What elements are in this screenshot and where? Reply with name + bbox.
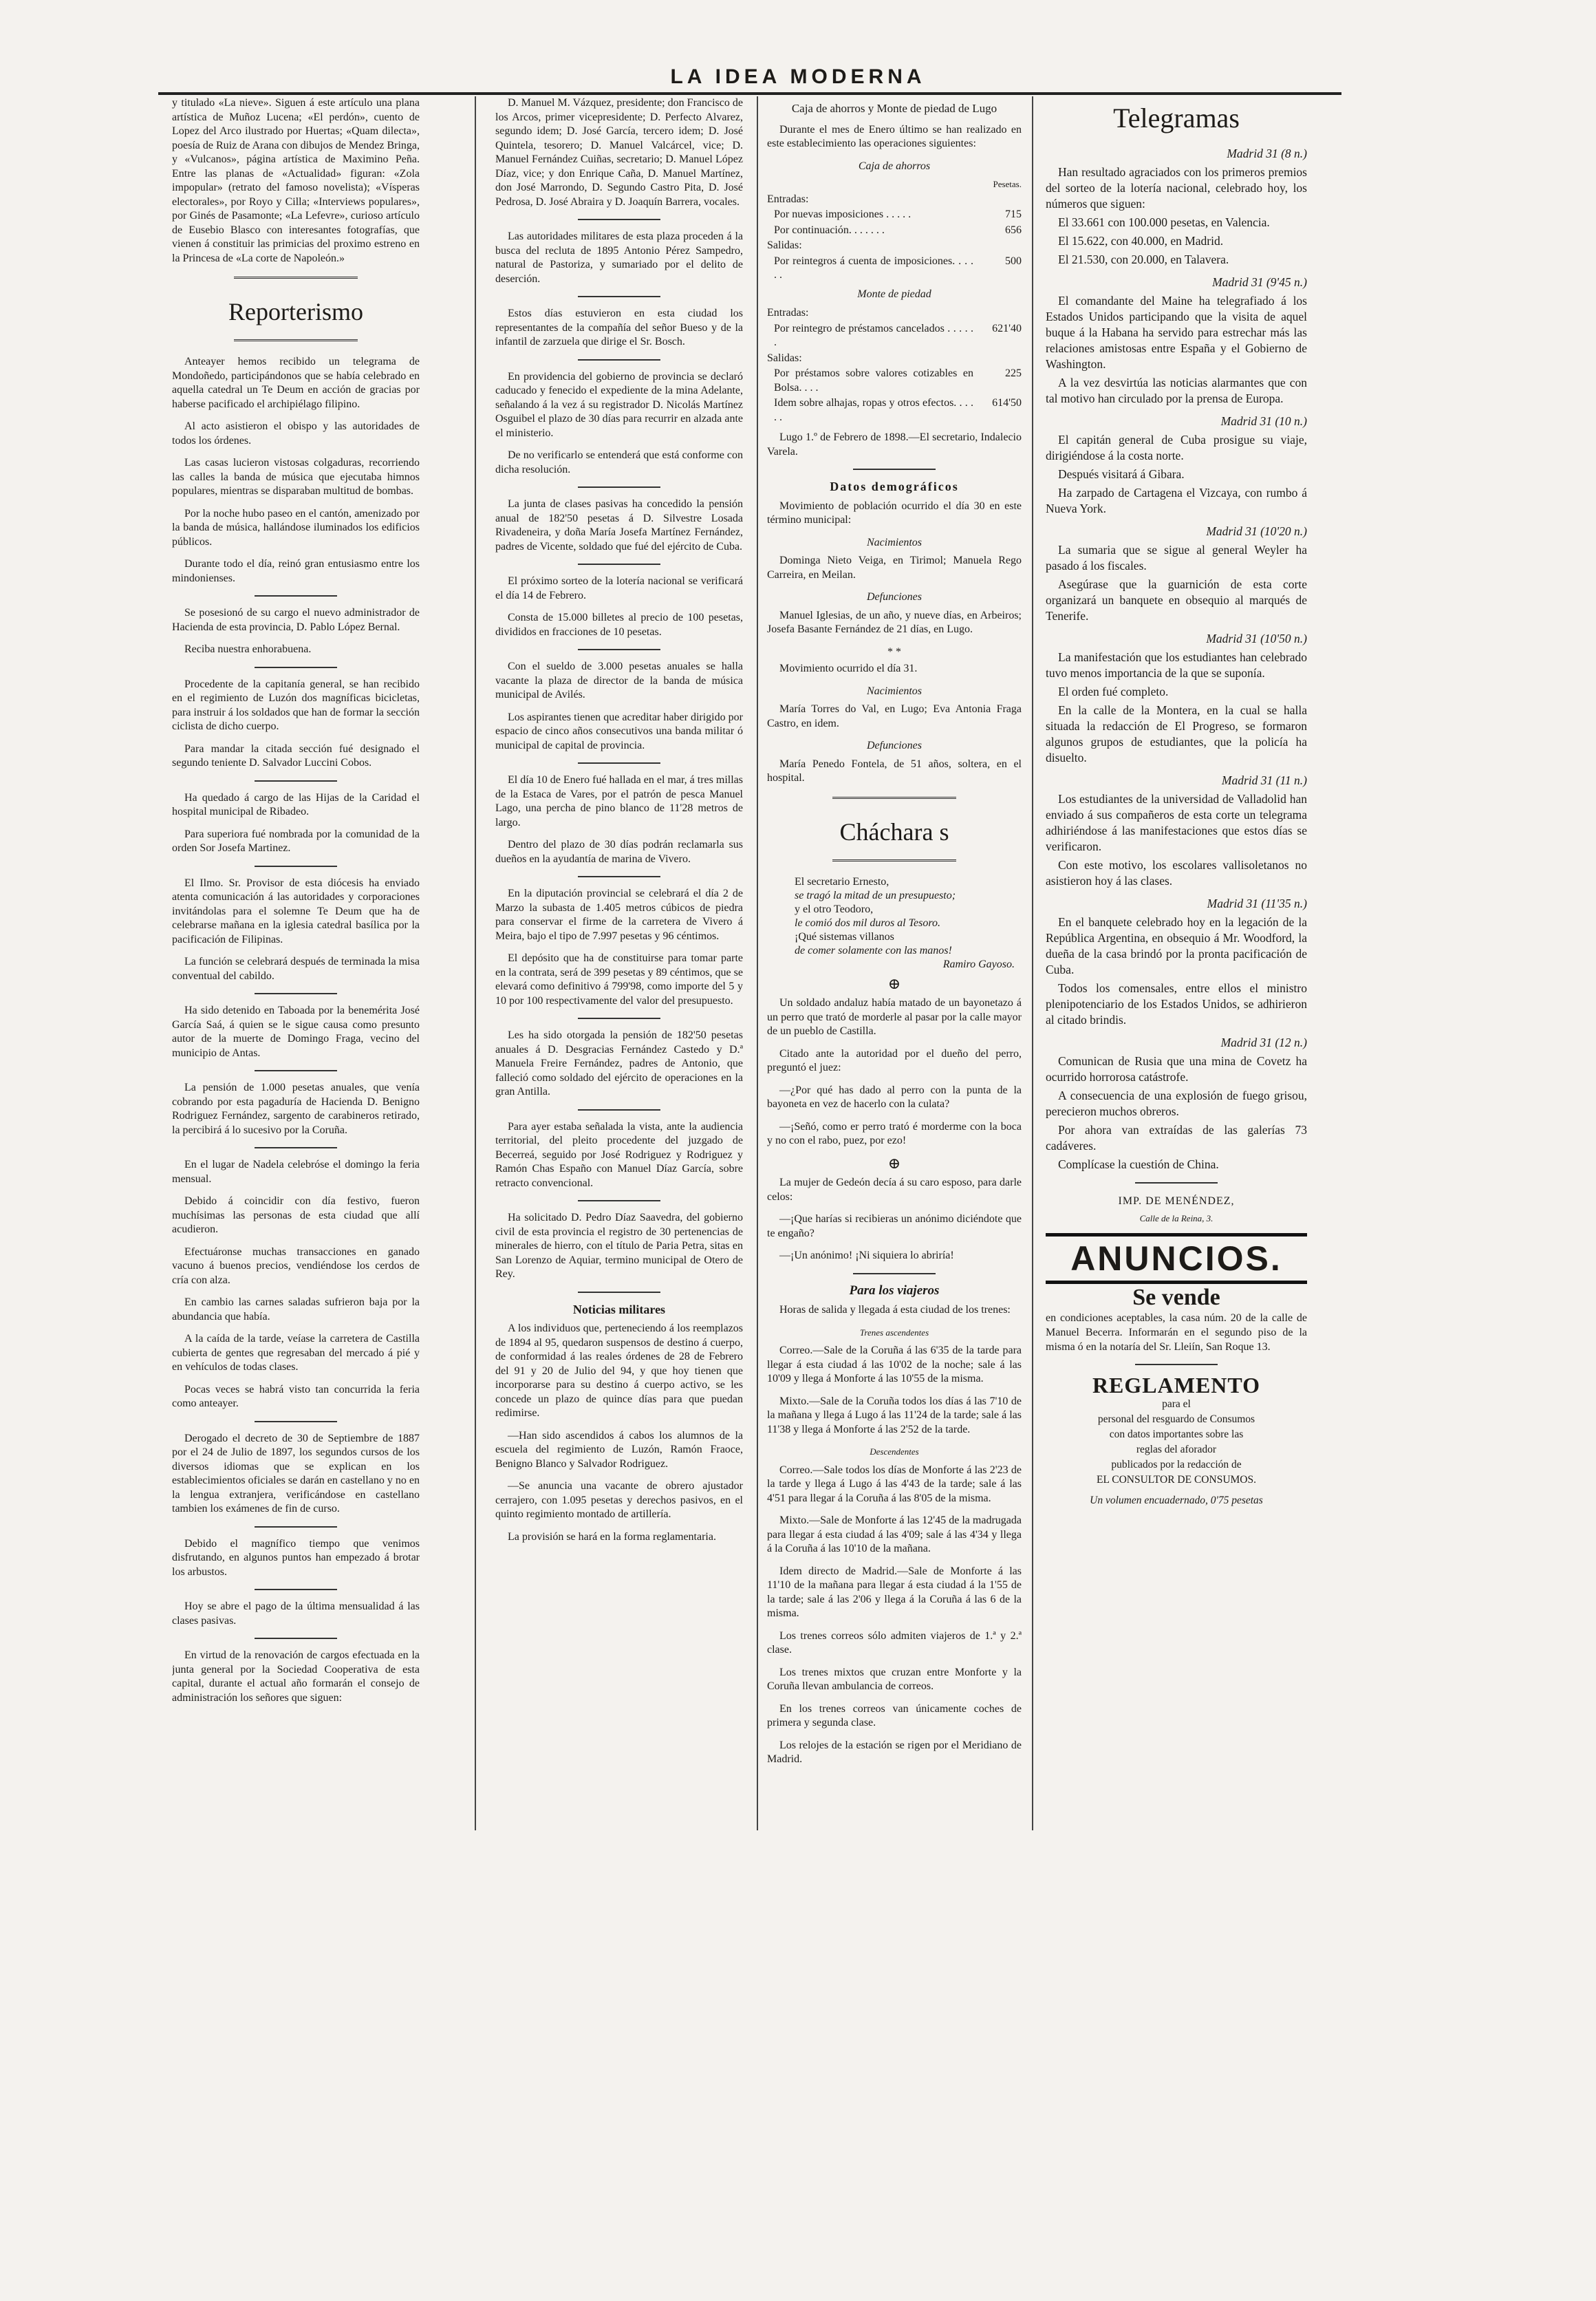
column-1-top-text	[172, 96, 420, 266]
article-paragraph: La junta de clases pasivas ha concedido la pensión anual de 182'50 pesetas á D. Silvestre Losada Rivadeneira, y doña María Josefa Martínez Fernández, padres de Vicente, soldado que fué del ejército de Cuba.	[495, 498, 743, 553]
article-paragraph: En el lugar de Nadela celebróse el domingo la feria mensual.	[172, 1159, 420, 1185]
article-paragraph: Debido el magnífico tiempo que venimos disfrutando, en algunos puntos han empezado á brotar los arbustos.	[172, 1537, 420, 1578]
telegram-paragraph: A consecuencia de una explosión de fuego grisou, perecieron muchos obreros.	[1046, 1089, 1307, 1118]
article-paragraph: —¿Por qué has dado al perro con la punta de la bayoneta en vez de hacerlo con la culata?	[767, 1084, 1022, 1110]
column-2-military-news	[495, 1322, 743, 1544]
article-paragraph: En virtud de la renovación de cargos efectuada en la junta general por la Sociedad Cooperativa de esta capital, durante el actual año formarán el consejo de administración los señores que siguen:	[172, 1649, 420, 1704]
divider	[255, 780, 337, 782]
divider	[1135, 1364, 1218, 1365]
anuncios-heading: ANUNCIOS.	[1046, 1233, 1307, 1284]
divider	[578, 219, 660, 220]
section-divider	[832, 797, 956, 802]
divider	[853, 1273, 936, 1274]
telegram-list	[1046, 146, 1307, 1173]
article-paragraph: —Han sido ascendidos á cabos los alumnos de la escuela del regimiento de Luzón, Ramón Fraoce, Benigno Blanco y Salvador Rodriguez.	[495, 1429, 743, 1470]
column-3	[767, 96, 1022, 1851]
reglamento-details	[1046, 1398, 1307, 1487]
train-schedule-entry: Correo.—Sale todos los días de Monforte á las 2'23 de la tarde y llega á Lugo á las 4'43 de la tarde; sale á las 4'51 para llegar á la Coruña á las 8'05 de la misma.	[767, 1464, 1022, 1504]
telegram-paragraph: Comunican de Rusia que una mina de Covetz ha ocurrido horrorosa catástrofe.	[1046, 1054, 1307, 1084]
article-paragraph: —Se anuncia una vacante de obrero ajustador cerrajero, con 1.095 pesetas y derechos pasivos, en el quinto regimiento montado de artillería.	[495, 1480, 743, 1520]
defunciones-text: Manuel Iglesias, de un año, y nueve días, en Arbeiros; Josefa Basante Fernández de 21 días, en Lugo.	[767, 609, 1022, 635]
anecdote-soldier	[767, 996, 1022, 1148]
trenes-descendentes-label: Descendentes	[870, 1446, 919, 1457]
telegram-paragraph: Con este motivo, los escolares vallisoletanos no asistieron hoy á las clases.	[1046, 858, 1307, 888]
defunciones-text: María Penedo Fontela, de 51 años, soltera, en el hospital.	[767, 758, 1022, 784]
article-paragraph: Citado ante la autoridad por el dueño del perro, preguntó el juez:	[767, 1047, 1022, 1073]
divider	[255, 1526, 337, 1528]
caja-ahorros-subtitle: Caja de ahorros	[858, 160, 931, 172]
verse-line: se tragó la mitad de un presupuesto;	[795, 889, 956, 901]
account-label: Por continuación. . . . . . .	[774, 224, 885, 236]
divider	[578, 762, 660, 764]
divider	[578, 296, 660, 297]
printer-imprint: IMP. DE MENÉNDEZ,	[1118, 1195, 1235, 1207]
se-vende-heading: Se vende	[1132, 1285, 1220, 1310]
article-paragraph: Ha solicitado D. Pedro Díaz Saavedra, del gobierno civil de esta provincia el registro de 30 pertenencias de minerales de hierro, con el título de Paria Petra, sitas en San Lorenzo de Aquiar, termino municipal de Otero de Rey.	[495, 1212, 743, 1280]
account-label: Por reintegros á cuenta de imposiciones. . . . . .	[774, 255, 973, 281]
section-title-para-los-viajeros: Para los viajeros	[849, 1283, 940, 1298]
divider	[1135, 1182, 1218, 1184]
train-schedule-entry: En los trenes correos van únicamente coches de primera y segunda clase.	[767, 1702, 1022, 1729]
divider	[255, 667, 337, 668]
section-title-chacharas: Cháchara s	[839, 817, 949, 846]
defunciones-label: Defunciones	[867, 591, 922, 603]
train-schedule-entry: Los trenes mixtos que cruzan entre Monforte y la Coruña llevan ambulancia de correos.	[767, 1666, 1022, 1692]
telegram-dateline: Madrid 31 (10'20 n.)	[1206, 524, 1307, 538]
article-paragraph: El Ilmo. Sr. Provisor de esta diócesis ha enviado atenta comunicación á las autoridades y corporaciones invitándolas para el solemne Te Deum que ha de celebrarse mañana en la iglesia catedral basílica por la pacificación de Filipinas.	[172, 877, 420, 945]
account-row	[767, 321, 1022, 351]
account-amount: 500	[1005, 255, 1022, 267]
account-label: Por nuevas imposiciones . . . . .	[774, 208, 912, 220]
article-paragraph: Ha quedado á cargo de las Hijas de la Caridad el hospital municipal de Ribadeo.	[172, 791, 420, 817]
article-paragraph: A los individuos que, perteneciendo á los reemplazos de 1894 al 95, quedaron suspensos de destino á cuerpo, de conformidad á las reales órdenes de 28 de Febrero del 91 y 20 de Julio del 94, y que hoy tienen que incorporarse para su destino á cuerpo activo, se les concede un plazo de quince días para que puedan redimirse.	[495, 1323, 743, 1419]
article-paragraph: Para ayer estaba señalada la vista, ante la audiencia territorial, del pleito procedente del juzgado de Becerreá, seguido por José Rodriguez y Rodriguez y Ramón Chas Españo con Manuel Díaz García, sobre retracto convencional.	[495, 1120, 743, 1189]
section-title-datos-demograficos: Datos demográficos	[830, 480, 959, 493]
demo-intro: Movimiento de población ocurrido el día 30 en este término municipal:	[767, 500, 1022, 526]
article-paragraph: La pensión de 1.000 pesetas anuales, que venía cobrando por esta pagaduría de Hacienda D. Benigno Rodriguez Fernández, sargento de carabineros retirado, la percibirá á lo sucesivo por la Coruña.	[172, 1082, 420, 1136]
account-label: Por préstamos sobre valores cotizables en Bolsa. . . .	[774, 367, 973, 394]
account-label: Por reintegro de préstamos cancelados . . . . . .	[774, 322, 973, 348]
article-paragraph: El próximo sorteo de la lotería nacional se verificará el día 14 de Febrero.	[495, 575, 743, 601]
train-schedule-entry: Idem directo de Madrid.—Sale de Monforte á las 11'10 de la mañana para llegar á esta ciudad á la 1'55 de la tarde; sale á las 2'06 y llega á la Coruña á las 6 de la misma.	[767, 1565, 1022, 1619]
divider	[255, 866, 337, 867]
viajeros-intro: Horas de salida y llegada á esta ciudad de los trenes:	[779, 1304, 1011, 1316]
account-amount: 621'40	[992, 322, 1022, 334]
telegram-paragraph: En la calle de la Montera, en la cual se halla situada la redacción de El Progreso, se formaron algunos grupos de estudiantes, que la policía ha disuelto.	[1046, 703, 1307, 764]
article-paragraph: Dentro del plazo de 30 días podrán reclamarla sus dueños en la ayudantía de marina de Vivero.	[495, 839, 743, 865]
column-rule-1	[475, 96, 476, 1830]
telegram-paragraph: Ha zarpado de Cartagena el Vizcaya, con rumbo á Nueva York.	[1046, 486, 1307, 515]
divider	[578, 1018, 660, 1019]
verse-signature: Ramiro Gayoso.	[942, 958, 1015, 970]
train-schedule-entry: Los relojes de la estación se rigen por el Meridiano de Madrid.	[767, 1739, 1022, 1765]
account-label: Salidas:	[767, 239, 802, 251]
account-row	[767, 192, 1022, 208]
article-paragraph: Un soldado andaluz había matado de un bayonetazo á un perro que trató de morderle al pasar por la calle mayor de un pueblo de Castilla.	[767, 997, 1022, 1037]
article-paragraph: Consta de 15.000 billetes al precio de 100 pesetas, divididos en fracciones de 10 pesetas.	[495, 612, 743, 638]
article-paragraph: En la diputación provincial se celebrará el día 2 de Marzo la subasta de 1.405 metros cúbicos de piedra para conservar el firme de la carretera de Vivero á Meira, bajo el tipo de 7.997 pesetas y 96 céntimos.	[495, 888, 743, 942]
account-label: Idem sobre alhajas, ropas y otros efectos. . . . . .	[774, 397, 973, 423]
telegram-paragraph: Han resultado agraciados con los primeros premios del sorteo de la lotería nacional, celebrado hoy, los números que siguen:	[1046, 165, 1307, 211]
divider	[578, 359, 660, 361]
divider	[255, 1147, 337, 1148]
column-2-articles	[495, 96, 743, 1293]
defunciones-label: Defunciones	[867, 740, 922, 751]
telegram-paragraph: Todos los comensales, entre ellos el ministro plenipotenciario de los Estados Unidos, se adhirieron al citado brindis.	[1046, 981, 1307, 1027]
article-paragraph: Al acto asistieron el obispo y las autoridades de todos los órdenes.	[172, 420, 420, 447]
reglamento-line: con datos importantes sobre las	[1109, 1428, 1244, 1440]
fleuron-ornament-icon: ⊕	[887, 974, 901, 992]
article-paragraph: Hoy se abre el pago de la última mensualidad á las clases pasivas.	[172, 1601, 420, 1627]
article-paragraph: Las autoridades militares de esta plaza proceden á la busca del recluta de 1895 Antonio Pérez Sampedro, natural de Pastoriza, y sumariado por el delito de deserción.	[495, 231, 743, 285]
article-paragraph: Se posesionó de su cargo el nuevo administrador de Hacienda de esta provincia, D. Pablo López Bernal.	[172, 607, 420, 633]
scan-edge-noise	[0, 0, 1596, 21]
divider	[578, 876, 660, 877]
masthead-rule	[158, 92, 1341, 95]
reglamento-price: Un volumen encuadernado, 0'75 pesetas	[1090, 1495, 1263, 1506]
column-rule-3	[1032, 96, 1033, 1830]
article-paragraph: Efectuáronse muchas transacciones en ganado vacuno á buenos precios, vendiéndose los cerdos de cría con alza.	[172, 1245, 420, 1286]
account-amount: 225	[1005, 367, 1022, 379]
telegram-paragraph: Los estudiantes de la universidad de Valladolid han enviado á sus compañeros de esta corte un telegrama adhiriéndose á las manifestaciones que estos días se verificaron.	[1046, 792, 1307, 853]
article-paragraph: Procedente de la capitanía general, se han recibido en el regimiento de Luzón dos magníficas bicicletas, para instruir á los soldados que han de formar la sección ciclista de dicho cuerpo.	[172, 678, 420, 732]
account-row	[767, 223, 1022, 239]
anecdote-gedeon	[767, 1176, 1022, 1263]
column-rule-2	[757, 96, 758, 1830]
divider	[255, 993, 337, 994]
telegram-dateline: Madrid 31 (9'45 n.)	[1212, 275, 1307, 289]
telegram-paragraph: El 33.661 con 100.000 pesetas, en Valencia.	[1058, 215, 1270, 229]
section-title-reporterismo: Reporterismo	[228, 298, 363, 325]
telegram-paragraph: Complícase la cuestión de China.	[1058, 1157, 1219, 1171]
monte-piedad-subtitle: Monte de piedad	[857, 288, 931, 300]
telegram-paragraph: A la vez desvirtúa las noticias alarmantes que con tal motivo han circulado por la prensa de Europa.	[1046, 376, 1307, 405]
article-paragraph: El depósito que ha de constituirse para tomar parte en la contrata, será de 399 pesetas y 89 céntimos, que se elevará como definitivo á 799'98, como importe del 5 y 10 por 100 respectivamente del valor del presupuesto.	[495, 952, 743, 1007]
article-paragraph: Los aspirantes tienen que acreditar haber dirigido por espacio de cinco años consecutivos una banda militar ó municipal de capital de provincia.	[495, 711, 743, 751]
telegram-dateline: Madrid 31 (10 n.)	[1220, 414, 1307, 428]
article-paragraph: De no verificarlo se entenderá que está conforme con dicha resolución.	[495, 449, 743, 475]
monte-piedad-table	[767, 306, 1022, 425]
divider	[578, 486, 660, 488]
telegram-paragraph: La sumaria que se sigue al general Weyler ha pasado á los fiscales.	[1046, 543, 1307, 572]
section-divider	[234, 339, 358, 344]
section-title-noticias-militares: Noticias militares	[572, 1302, 666, 1316]
nacimientos-label: Nacimientos	[867, 536, 922, 548]
caja-signoff: Lugo 1.º de Febrero de 1898.—El secretario, Indalecio Varela.	[767, 431, 1022, 458]
divider	[255, 1589, 337, 1590]
demo-intro-2: Movimiento ocurrido el día 31.	[779, 663, 918, 674]
account-label: Salidas:	[767, 352, 802, 364]
account-row	[767, 254, 1022, 283]
account-amount: 715	[1005, 208, 1022, 220]
reglamento-line: personal del resguardo de Consumos	[1097, 1413, 1255, 1425]
column-1-articles	[172, 355, 420, 1705]
divider	[255, 1070, 337, 1071]
train-schedule-entry: Correo.—Sale de la Coruña á las 6'35 de la tarde para llegar á esta ciudad á las 10'02 de la noche; sale á las 10'09 y llega á Monforte á las 10'55 de la misma.	[767, 1345, 1022, 1384]
telegram-dateline: Madrid 31 (12 n.)	[1220, 1036, 1307, 1049]
divider	[255, 1421, 337, 1422]
telegram-paragraph: El 15.622, con 40.000, en Madrid.	[1058, 234, 1224, 248]
divider	[578, 1200, 660, 1201]
article-paragraph: El día 10 de Enero fué hallada en el mar, á tres millas de la Estaca de Vares, por el patrón de pesca Manuel Lago, una percha de pino blanco de 11'28 metros de largo.	[495, 774, 743, 828]
telegram-paragraph: El orden fué completo.	[1058, 685, 1169, 698]
train-schedule-entry: Los trenes correos sólo admiten viajeros de 1.ª y 2.ª clase.	[767, 1629, 1022, 1656]
printer-address: Calle de la Reina, 3.	[1139, 1213, 1214, 1223]
account-label: Entradas:	[767, 193, 809, 205]
nacimientos-text: María Torres do Val, en Lugo; Eva Antonia Fraga Castro, en idem.	[767, 703, 1022, 729]
account-row	[767, 396, 1022, 425]
telegram-paragraph: Por ahora van extraídas de las galerías 73 cadáveres.	[1046, 1123, 1307, 1153]
account-amount	[973, 192, 1022, 208]
article-paragraph: Para superiora fué nombrada por la comunidad de la orden Sor Josefa Martinez.	[172, 828, 420, 854]
article-paragraph: La mujer de Gedeón decía á su caro esposo, para darle celos:	[767, 1177, 1022, 1203]
account-label: Entradas:	[767, 307, 809, 319]
nacimientos-text: Dominga Nieto Veiga, en Tirimol; Manuela Rego Carreira, en Meilan.	[767, 555, 1022, 581]
account-amount: 614'50	[992, 397, 1022, 409]
caja-intro: Durante el mes de Enero último se han realizado en este establecimiento las operaciones siguientes:	[767, 123, 1022, 149]
asterism: * *	[887, 645, 901, 658]
section-title-telegramas: Telegramas	[1113, 103, 1240, 133]
reglamento-line: publicados por la redacción de	[1111, 1459, 1242, 1470]
telegram-dateline: Madrid 31 (10'50 n.)	[1206, 632, 1307, 645]
article-paragraph: —¡Que harías si recibieras un anónimo diciéndote que te engaño?	[767, 1213, 1022, 1239]
telegram-dateline: Madrid 31 (8 n.)	[1227, 147, 1307, 160]
article-paragraph: —¡Un anónimo! ¡Ni siquiera lo abriría!	[779, 1250, 954, 1261]
article-paragraph: Estos días estuvieron en esta ciudad los representantes de la compañía del señor Bueso y de la infantil de zarzuela que dirige el Sr. Bosch.	[495, 308, 743, 347]
train-schedule-entry: Mixto.—Sale de Monforte á las 12'45 de la madrugada para llegar á esta ciudad á las 4'09; sale á las 4'34 y llega á la Coruña á las 10'10 de la mañana.	[767, 1515, 1022, 1554]
caja-ahorros-heading: Caja de ahorros y Monte de piedad de Lugo	[791, 102, 998, 115]
divider	[578, 564, 660, 565]
verse-line: de comer solamente con las manos!	[795, 944, 952, 956]
account-amount	[973, 306, 1022, 321]
telegram-paragraph: El 21.530, con 20.000, en Talavera.	[1058, 253, 1229, 266]
telegram-paragraph: El capitán general de Cuba prosigue su viaje, dirigiéndose á la costa norte.	[1046, 433, 1307, 462]
caja-ahorros-table	[767, 192, 1022, 283]
article-paragraph: A la caída de la tarde, veíase la carretera de Castilla cubierta de gentes que regresaban del mercado á pié y en vehículos de todas clases.	[172, 1333, 420, 1373]
article-paragraph: Con el sueldo de 3.000 pesetas anuales se halla vacante la plaza de director de la banda de música municipal de Avilés.	[495, 661, 743, 700]
article-paragraph: Les ha sido otorgada la pensión de 182'50 pesetas anuales á D. Desgracias Fernández Castedo y D.ª Manuela Freire Fernández, padres de Antonio, que falleció como soldado del ejército de operaciones en la gran Antilla.	[495, 1029, 743, 1098]
account-row	[767, 306, 1022, 321]
telegram-paragraph: Asegúrase que la guarnición de esta corte organizará un banquete en obsequio al marqués de Tenerife.	[1046, 577, 1307, 623]
article-paragraph: Por la noche hubo paseo en el cantón, amenizado por la banda de música, hallándose iluminados los edificios públicos.	[172, 507, 420, 548]
account-row	[767, 207, 1022, 223]
column-4	[1046, 96, 1307, 1851]
verse-line: ¡Qué sistemas villanos	[795, 930, 894, 943]
fleuron-ornament-icon: ⊕	[887, 1154, 901, 1172]
article-paragraph: La función se celebrará después de terminada la misa conventual del cabildo.	[172, 956, 420, 982]
se-vende-text: en condiciones aceptables, la casa núm. 20 de la calle de Manuel Becerra. Informarán en el segundo piso de la misma ó en la notaría del Sr. Lleiín, San Roque 13.	[1046, 1312, 1307, 1353]
train-schedule-entry: Mixto.—Sale de la Coruña todos los días á las 7'10 de la mañana y llega á Lugo á las 11'24 de la tarde; sale á las 11'38 y llega á Monforte á las 2'52 de la tarde.	[767, 1395, 1022, 1435]
telegram-dateline: Madrid 31 (11 n.)	[1221, 773, 1307, 787]
article-paragraph: D. Manuel M. Vázquez, presidente; don Francisco de los Arcos, primer vicepresidente; D. Perfecto Alvarez, segundo idem; D. José García, tercero idem; D. José Quintela, tesorero; D. Manuel Valcárcel, vice; D. Manuel Fernández Cuiñas, secretario; D. Manuel López Díaz, vice; y don Enrique Caña, D. Manuel Martínez, don José Marrondo, D. Segundo Castro Pita, D. José Pedrosa, D. José Abraira y D. Joaquín Barrera, vocales.	[495, 97, 743, 208]
article-paragraph: Debido á coincidir con día festivo, fueron muchísimas las personas de esta ciudad que allí acudieron.	[172, 1195, 420, 1235]
trenes-ascendentes	[767, 1344, 1022, 1437]
account-amount	[973, 238, 1022, 254]
column-1	[172, 96, 420, 1851]
section-divider	[832, 859, 956, 864]
column-2	[495, 96, 743, 1851]
account-row	[767, 351, 1022, 367]
telegram-paragraph: La manifestación que los estudiantes han celebrado tuvo menos importancia de la que se suponía.	[1046, 650, 1307, 680]
article-paragraph: Reciba nuestra enhorabuena.	[184, 643, 312, 655]
article-paragraph: En providencia del gobierno de provincia se declaró caducado y fenecido el expediente de la mina Adelante, señalando á la vez á su registrador D. Nicolás Martínez Osguibel el plazo de 30 días para recurrir en alzada ante el ministerio.	[495, 370, 743, 439]
article-paragraph: Para mandar la citada sección fué designado el segundo teniente D. Salvador Luccini Cobos.	[172, 742, 420, 769]
verse-line: le comió dos mil duros al Tesoro.	[795, 917, 941, 929]
article-paragraph: Derogado el decreto de 30 de Septiembre de 1887 por el 24 de Julio de 1897, los segundos cursos de los diversos idiomas que se explican en los establecimientos oficiales se darán en castellano y no en la lengua extranjera, verificándose en castellano tambien los exámenes de fin de curso.	[172, 1432, 420, 1515]
satirical-verse	[795, 875, 1022, 958]
reglamento-line: para el	[1162, 1398, 1191, 1410]
divider	[578, 649, 660, 650]
article-paragraph: Las casas lucieron vistosas colgaduras, recorriendo las calles la banda de música que ejecutaba himnos populares, mientras se disparaban multitud de bombas.	[172, 457, 420, 497]
telegram-paragraph: El comandante del Maine ha telegrafiado á los Estados Unidos participando que la visita de aquel buque á la Habana ha servido para estrechar más las relaciones amistosas entre España y el Gobierno de Washington.	[1046, 294, 1307, 371]
currency-label: Pesetas.	[993, 179, 1022, 189]
newspaper-masthead: LA IDEA MODERNA	[670, 65, 926, 88]
trenes-ascendentes-label: Trenes ascendentes	[859, 1327, 929, 1338]
verse-line: y el otro Teodoro,	[795, 903, 874, 915]
article-paragraph: La provisión se hará en la forma reglamentaria.	[508, 1530, 716, 1543]
article-paragraph: Ha sido detenido en Taboada por la benemérita José García Saá, á quien se le sigue causa como presunto autor de la muerte de Domingo Fraga, vecino del municipio de Antas.	[172, 1005, 420, 1059]
telegram-paragraph: Después visitará á Gibara.	[1058, 467, 1185, 481]
article-paragraph: En cambio las carnes saladas sufrieron baja por la abundancia que había.	[172, 1296, 420, 1323]
trenes-descendentes	[767, 1464, 1022, 1767]
article-paragraph: —¡Señó, como er perro trató é morderme con la boca y no con el rabo, puez, por ezo!	[767, 1120, 1022, 1146]
reglamento-line: reglas del aforador	[1136, 1444, 1217, 1455]
account-row	[767, 366, 1022, 396]
divider	[255, 595, 337, 597]
article-paragraph: y titulado «La nieve». Siguen á este artículo una plana artística de Muñoz Lucena; «El perdón», cuento de Lopez del Arco ilustrado por Huertas; «Quam dilecta», poesía de Ruiz de Arana con dibujos de Mendez Bringa, y «Vulcanos», página artística de Maximino Peña. Entre las planas de «Actualidad» figuran: «Zola impopular» (retrato del famoso novelista); «Vísperas electorales», por Royo y Cilla; «Interviews populares», por Ginés de Pasamonte; «La Lefevre», curioso artículo de Eusebio Blasco con interesantes fotografías, que vienen á constituir las primicias del proximo estreno en la Princesa de «La corte de Napoleón.»	[172, 97, 420, 264]
telegram-dateline: Madrid 31 (11'35 n.)	[1207, 897, 1307, 910]
reglamento-line: EL CONSULTOR DE CONSUMOS.	[1097, 1474, 1256, 1486]
article-paragraph: Pocas veces se habrá visto tan concurrida la feria como anteayer.	[172, 1383, 420, 1409]
section-divider	[234, 277, 358, 281]
article-paragraph: Anteayer hemos recibido un telegrama de Mondoñedo, participándonos que se había celebrado en aquella catedral un Te Deum en acción de gracias por haberse pacificado el archipiélago filipino.	[172, 356, 420, 410]
divider	[578, 1109, 660, 1111]
article-paragraph: Durante todo el día, reinó gran entusiasmo entre los mindonienses.	[172, 558, 420, 584]
verse-line: El secretario Ernesto,	[795, 875, 889, 888]
telegram-paragraph: En el banquete celebrado hoy en la legación de la República Argentina, en obsequio á Mr. Woodford, la dueña de la casa brindó por la pronta pacificación de Cuba.	[1046, 915, 1307, 976]
divider	[578, 1292, 660, 1293]
divider	[853, 469, 936, 470]
account-row	[767, 238, 1022, 254]
nacimientos-label: Nacimientos	[867, 685, 922, 697]
reglamento-heading: REGLAMENTO	[1092, 1373, 1261, 1398]
account-amount: 656	[1005, 224, 1022, 236]
divider	[255, 1638, 337, 1639]
account-amount	[973, 351, 1022, 367]
